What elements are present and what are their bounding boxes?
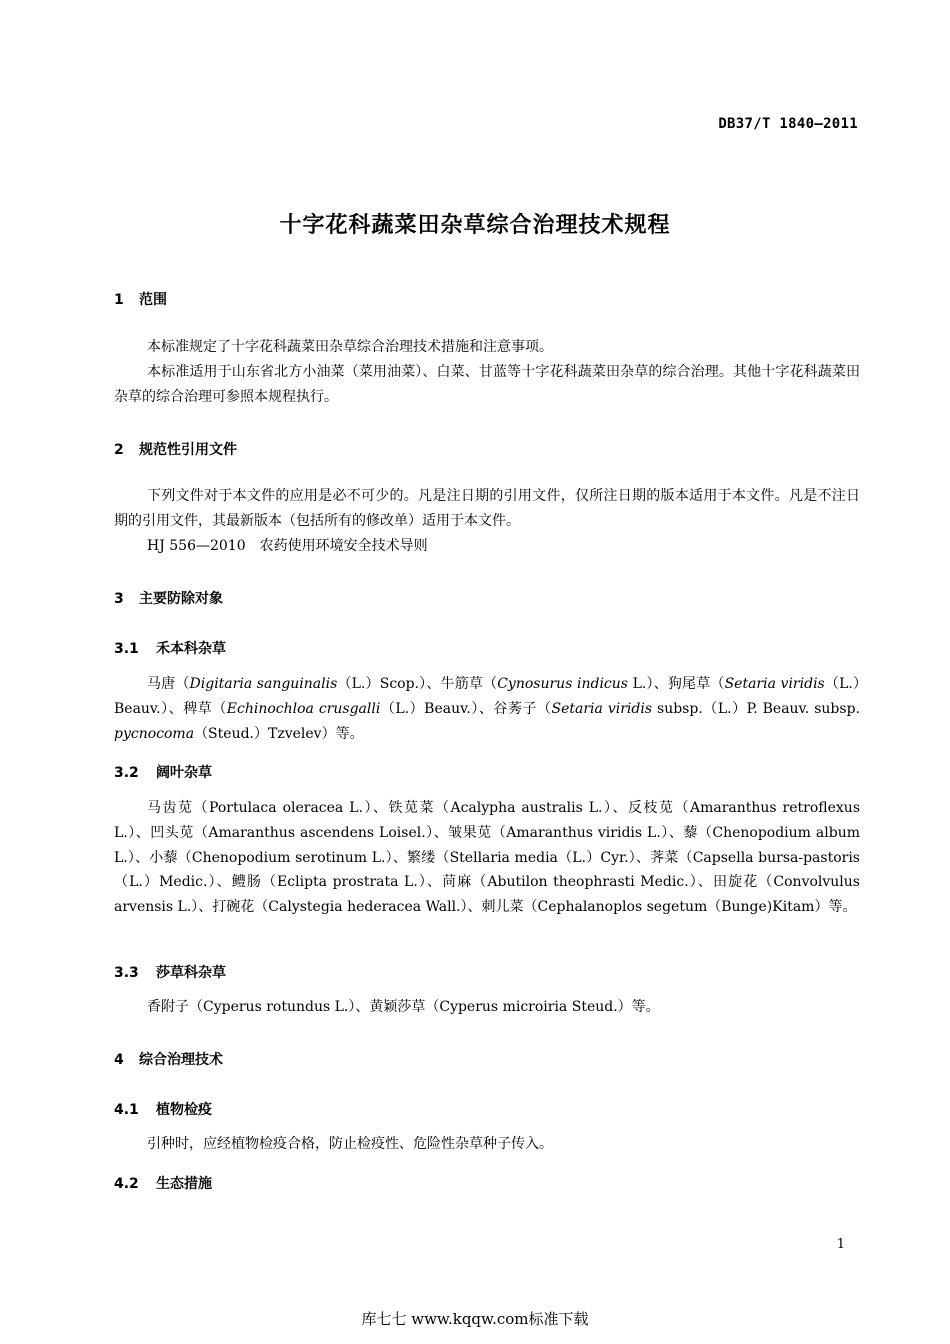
section-title: 生态措施 [156,1176,212,1192]
section-4-2-heading [114,1173,212,1193]
section-number: 3 [114,591,124,607]
section-1-paragraph-2: 本标准适用于山东省北方小油菜（菜用油菜）、白菜、甘蓝等十字花科蔬菜田杂草的综合治理。其他十字花科蔬菜田杂草的综合治理可参照本规程执行。 [114,364,860,405]
section-number: 3.3 [114,965,139,981]
section-title: 植物检疫 [156,1102,212,1118]
section-number: 3.2 [114,765,139,781]
section-title: 综合治理技术 [139,1052,223,1068]
section-number: 2 [114,442,124,458]
section-3-3-paragraph: 香附子（Cyperus rotundus L.）、黄颖莎草（Cyperus microiria Steud.）等。 [147,999,660,1015]
section-title: 莎草科杂草 [156,965,226,981]
section-title: 主要防除对象 [139,591,223,607]
section-4-1-heading [114,1099,212,1119]
section-number: 4.1 [114,1102,139,1118]
section-3-heading [114,588,223,608]
section-title: 禾本科杂草 [156,641,226,657]
section-2-heading [114,439,237,459]
section-4-1-paragraph: 引种时，应经植物检疫合格，防止检疫性、危险性杂草种子传入。 [147,1136,553,1152]
section-1-paragraph-1: 本标准规定了十字花科蔬菜田杂草综合治理技术措施和注意事项。 [147,339,553,355]
footer-watermark-text: 库七七 www.kqqw.com标准下载 [361,1310,589,1328]
section-3-3-heading [114,962,226,982]
section-2-paragraph-1: 下列文件对于本文件的应用是必不可少的。凡是注日期的引用文件，仅所注日期的版本适用于本文件。凡是不注日期的引用文件，其最新版本（包括所有的修改单）适用于本文件。 [114,488,860,529]
section-3-2-heading [114,762,212,782]
section-number: 3.1 [114,641,139,657]
section-title: 范围 [139,292,167,308]
section-number: 4.2 [114,1176,139,1192]
section-2-reference: HJ 556—2010 农药使用环境安全技术导则 [147,538,428,554]
section-1-heading [114,289,167,309]
page-number: 1 [836,1237,845,1252]
section-4-heading [114,1049,223,1069]
section-title: 阔叶杂草 [156,765,212,781]
section-3-2-paragraph: 马齿苋（Portulaca oleracea L.）、铁苋菜（Acalypha australis L.）、反枝苋（Amaranthus retroflexus L.）、凹头苋（Amaranthus ascendens Loisel.）、皱果苋（Amaranthus viridis L.）、藜（Chenopodium album L.）、小藜（Chenopodium serotinum L.）、繁缕（Stellaria media（L.）Cyr.）、荠菜（Capsella bursa-pastoris（L.）Medic.）、鳢肠（Eclipta prostrata L.）、苘麻（Abutilon theophrasti Medic.）、田旋花（Convolvulus arvensis L.）、打碗花（Calystegia hederacea Wall.）、刺儿菜（Cephalanoplos segetum（Bunge)Kitam）等。 [114,800,860,916]
section-number: 1 [114,292,124,308]
section-3-1-heading [114,638,226,658]
document-code: DB37/T 1840—2011 [718,116,858,132]
document-title: 十字花科蔬菜田杂草综合治理技术规程 [279,213,671,238]
section-title: 规范性引用文件 [139,442,237,458]
section-number: 4 [114,1052,124,1068]
section-3-1-paragraph: 马唐（Digitaria sanguinalis（L.）Scop.）、牛筋草（Cynosurus indicus L.）、狗尾草（Setaria viridis（L.）Beauv.）、稗草（Echinochloa crusgalli（L.）Beauv.）、谷莠子（Setaria viridis subsp.（L.）P. Beauv. subsp. pycnocoma（Steud.）Tzvelev）等。 [114,676,860,742]
